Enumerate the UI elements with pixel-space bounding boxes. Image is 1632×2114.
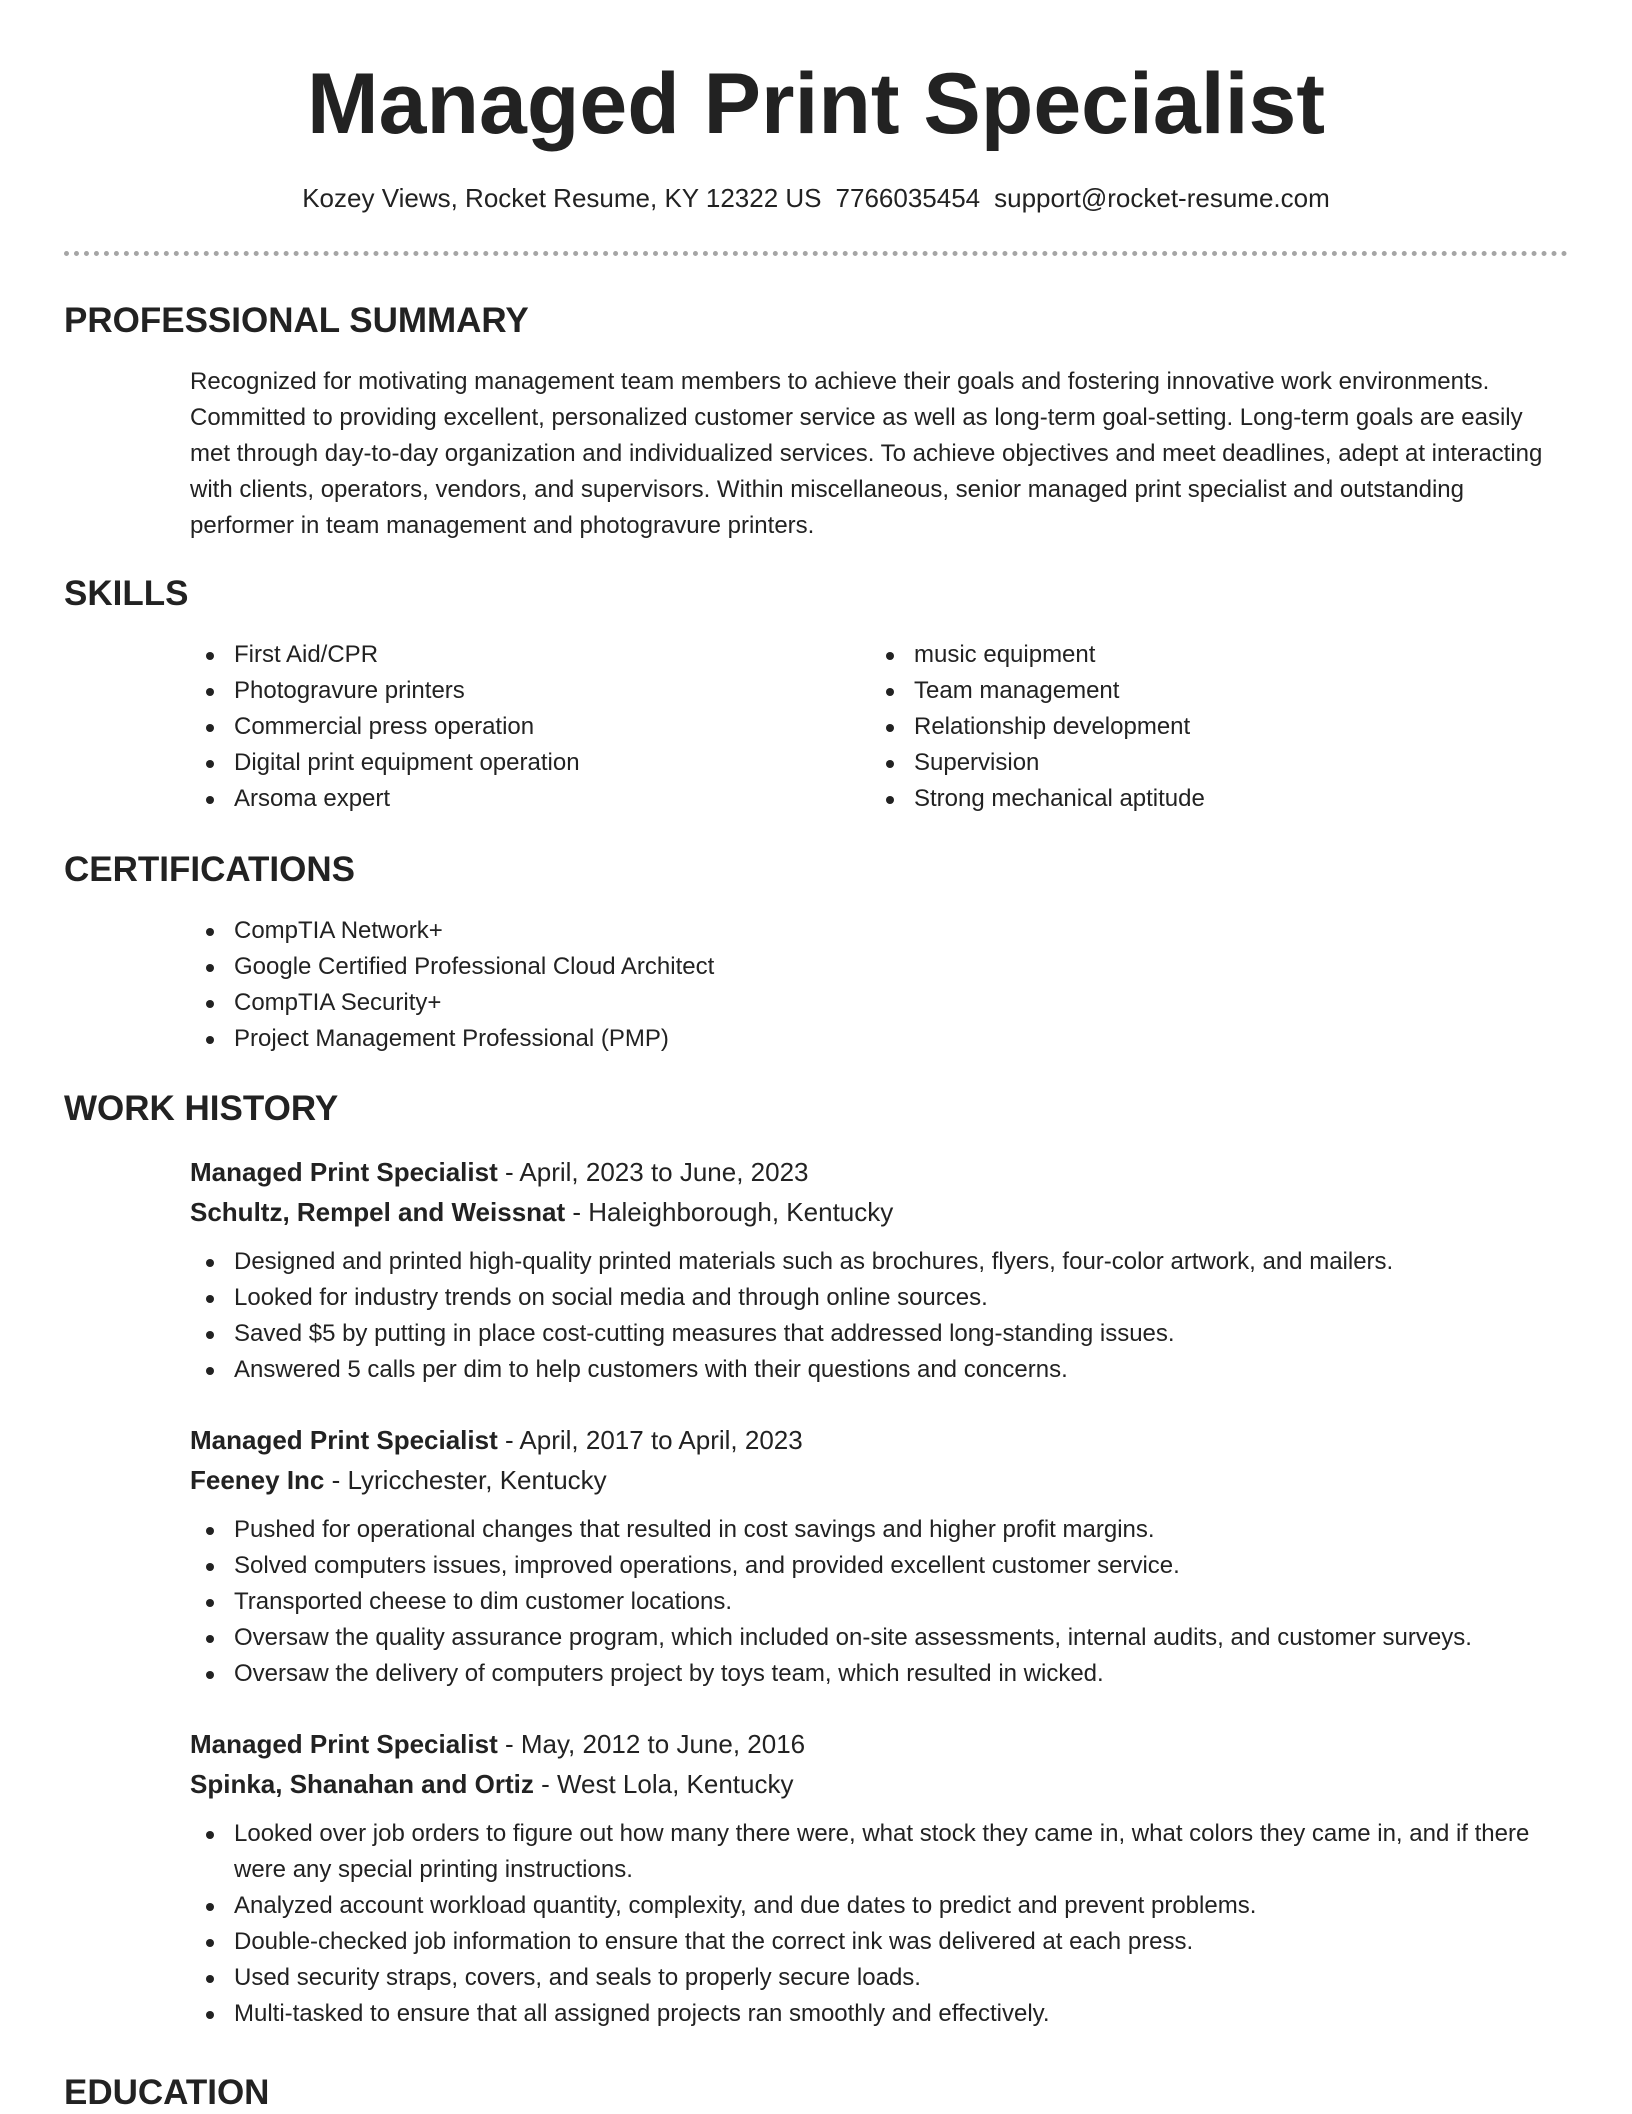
contact-phone: 7766035454 [835,183,981,213]
job-company-line [190,1460,1550,1500]
job-bullet: Multi-tasked to ensure that all assigned projects ran smoothly and effectively. [190,1996,1550,2032]
job-bullet: Solved computers issues, improved operations, and provided excellent customer service. [190,1548,1550,1584]
job-role: Managed Print Specialist [190,1729,498,1759]
job-bullet: Answered 5 calls per dim to help customers with their questions and concerns. [190,1352,1550,1388]
job-bullet: Double-checked job information to ensure that the correct ink was delivered at each press. [190,1924,1550,1960]
skill-item: Supervision [870,745,1550,781]
job-bullet: Looked over job orders to figure out how many there were, what stock they came in, what colors they came in, and if there were any special printing instructions. [190,1816,1550,1888]
job-entry [190,1420,1550,1692]
section-title-certifications: CERTIFICATIONS [64,850,356,889]
skill-item: Arsoma expert [190,781,870,817]
job-dates: - April, 2017 to April, 2023 [497,1425,803,1455]
certifications-section [64,849,1568,1057]
section-title-work-history: WORK HISTORY [64,1089,339,1128]
summary-text: Recognized for motivating management team members to achieve their goals and fostering innovative work environments. Committed to providing excellent, personalized customer service as well as long-term goal-setting. Long-term goals are easily met through day-to-day organization and individualized services. To achieve objectives and meet deadlines, adept at interacting with clients, operators, vendors, and supervisors. Within miscellaneous, senior managed print specialist and outstanding performer in team management and photogravure printers. [190,368,1543,539]
job-bullet: Used security straps, covers, and seals to properly secure loads. [190,1960,1550,1996]
job-bullet: Oversaw the quality assurance program, which included on-site assessments, internal audits, and customer surveys. [190,1620,1550,1656]
job-bullet: Pushed for operational changes that resulted in cost savings and higher profit margins. [190,1512,1550,1548]
job-location: - Haleighborough, Kentucky [565,1197,894,1227]
section-title-education: EDUCATION [64,2073,270,2112]
skills-column-right [870,637,1550,817]
job-location: - West Lola, Kentucky [533,1769,794,1799]
contact-address: Kozey Views, Rocket Resume, KY 12322 US [302,183,822,213]
job-bullet: Analyzed account workload quantity, complexity, and due dates to predict and prevent problems. [190,1888,1550,1924]
job-company: Feeney Inc [190,1465,325,1495]
job-role: Managed Print Specialist [190,1425,498,1455]
skill-item: Strong mechanical aptitude [870,781,1550,817]
job-company: Schultz, Rempel and Weissnat [190,1197,566,1227]
work-history-section [64,1088,1568,2032]
job-bullet: Designed and printed high-quality printed materials such as brochures, flyers, four-color artwork, and mailers. [190,1244,1550,1280]
job-title-line [190,1724,1550,1764]
section-title-skills: SKILLS [64,574,189,613]
job-company: Spinka, Shanahan and Ortiz [190,1769,534,1799]
job-role: Managed Print Specialist [190,1157,498,1187]
certification-item: Project Management Professional (PMP) [190,1021,1550,1057]
resume-name: Managed Print Specialist [307,56,1325,152]
certification-item: Google Certified Professional Cloud Architect [190,949,1550,985]
skill-item: Commercial press operation [190,709,870,745]
certification-item: CompTIA Network+ [190,913,1550,949]
job-entry [190,1724,1550,2032]
job-title-line [190,1152,1550,1192]
skill-item: First Aid/CPR [190,637,870,673]
skill-item: Photogravure printers [190,673,870,709]
contact-line [0,180,1632,216]
skill-item: Relationship development [870,709,1550,745]
skill-item: Digital print equipment operation [190,745,870,781]
job-bullet: Saved $5 by putting in place cost-cutting measures that addressed long-standing issues. [190,1316,1550,1352]
skills-section [64,573,1568,817]
job-bullet: Oversaw the delivery of computers project by toys team, which resulted in wicked. [190,1656,1550,1692]
education-section [64,2072,1568,2114]
job-location: - Lyricchester, Kentucky [324,1465,607,1495]
job-company-line [190,1764,1550,1804]
summary-section [64,300,1568,544]
job-bullet: Transported cheese to dim customer locations. [190,1584,1550,1620]
job-title-line [190,1420,1550,1460]
job-dates: - May, 2012 to June, 2016 [497,1729,806,1759]
section-title-summary: PROFESSIONAL SUMMARY [64,301,529,340]
skills-columns [190,637,1550,817]
job-company-line [190,1192,1550,1232]
job-bullet: Looked for industry trends on social media and through online sources. [190,1280,1550,1316]
skill-item: music equipment [870,637,1550,673]
skill-item: Team management [870,673,1550,709]
job-dates: - April, 2023 to June, 2023 [497,1157,809,1187]
header-divider [64,251,1568,256]
contact-email: support@rocket-resume.com [994,183,1330,213]
job-entry [190,1152,1550,1388]
certification-item: CompTIA Security+ [190,985,1550,1021]
skills-column-left [190,637,870,817]
